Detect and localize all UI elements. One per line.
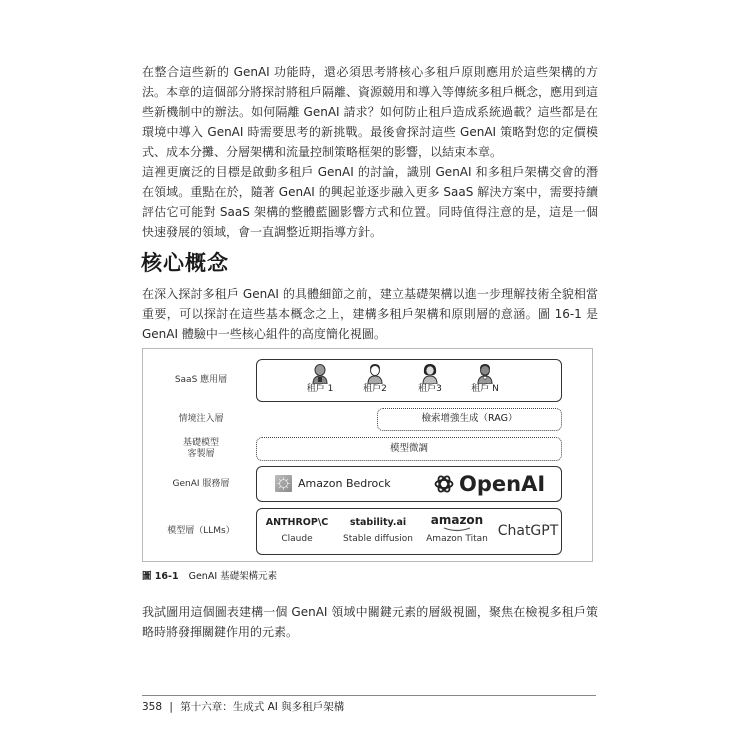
rag-box	[377, 408, 562, 431]
layer-label-saas: SaaS 應用層	[174, 375, 228, 385]
tenant-label: 租戶 1	[306, 384, 334, 394]
tenant-female-curly-icon	[422, 364, 438, 384]
tenant-label: 租戶2	[363, 384, 387, 394]
tenant-female-icon	[312, 364, 328, 384]
caption-text: GenAI 基礎架構元素	[188, 571, 278, 582]
tenant-1	[293, 364, 347, 395]
bedrock-logo-icon	[275, 475, 292, 492]
chatgpt-logo: ChatGPT	[497, 523, 559, 539]
model-chatgpt	[495, 509, 561, 554]
tenant-bearded-male-icon	[477, 364, 493, 384]
paragraph-goal: 這裡更廣泛的目標是啟動多租戶 GenAI 的討論，識別 GenAI 和多租戶架構交會的潛在領域。重點在於，隨著 GenAI 的興起並逐步融入更多 SaaS 解決方案中，需要持續評估它可能對 SaaS 架構的整體藍圖影響方式和位置。同時值得注意的是，這是一個快速發展的領域，會一直調整近期指導方針。	[142, 165, 598, 239]
footer-divider	[142, 695, 596, 696]
footer-separator: |	[169, 701, 173, 713]
section-heading: 核心概念	[141, 251, 229, 275]
paragraph-core-concepts: 在深入探討多租戶 GenAI 的具體細節之前，建立基礎架構以進一步理解技術全貌相當重要，可以探討在這些基本概念之上，建構多租戶架構和原則層的意涵。圖 16-1 是 GenAI 體驗中一些核心組件的高度簡化視圖。	[142, 287, 598, 341]
tenant-2	[348, 364, 402, 395]
openai-logo-icon	[433, 473, 455, 495]
stability-logo: stability.ai	[349, 517, 407, 528]
model-name-stable-diffusion: Stable diffusion	[343, 534, 413, 544]
service-layer-box	[256, 466, 562, 502]
amazon-logo: amazon	[430, 513, 484, 527]
layer-label-model: 模型層（LLMs）	[167, 526, 235, 536]
layer-label-context: 情境注入層	[178, 414, 224, 424]
model-layer-box	[256, 508, 562, 555]
figure-caption	[142, 571, 277, 583]
chapter-title: 第十六章：生成式 AI 與多租戶架構	[180, 701, 345, 713]
page-footer	[142, 700, 344, 714]
page-number: 358	[142, 701, 163, 713]
figure-genai-architecture	[142, 348, 593, 562]
caption-number: 圖 16-1	[142, 571, 179, 582]
layer-label-service: GenAI 服務層	[172, 479, 230, 489]
model-amazon	[421, 509, 493, 554]
amazon-smile-icon	[442, 527, 472, 532]
model-anthropic	[259, 509, 335, 554]
openai-label: OpenAI	[459, 472, 546, 496]
anthropic-logo: ANTHROP\C	[265, 517, 329, 528]
model-name-claude: Claude	[281, 534, 313, 544]
tenant-male-icon	[367, 364, 383, 384]
layer-label-foundation	[149, 438, 253, 460]
tenant-n	[458, 364, 512, 395]
model-stability	[337, 509, 419, 554]
finetune-box	[256, 437, 562, 461]
tenant-label: 租戶 N	[471, 384, 499, 394]
layer-label-foundation-line2: 客製層	[187, 449, 215, 459]
tenant-label: 租戶3	[418, 384, 442, 394]
saas-layer-box	[256, 359, 562, 402]
rag-label: 檢索增強生成（RAG）	[421, 413, 518, 424]
finetune-label: 模型微調	[389, 443, 428, 454]
paragraph-figure-explanation: 我試圖用這個圖表建構一個 GenAI 領域中關鍵元素的層級視圖，聚焦在檢視多租戶策略時將發揮關鍵作用的元素。	[142, 605, 598, 639]
layer-label-foundation-line1: 基礎模型	[182, 438, 219, 448]
model-name-titan: Amazon Titan	[426, 534, 488, 544]
bedrock-label: Amazon Bedrock	[298, 477, 391, 490]
paragraph-intro: 在整合這些新的 GenAI 功能時，還必須思考將核心多租戶原則應用於這些架構的方法。本章的這個部分將探討將租戶隔離、資源競用和導入等傳統多租戶概念，應用到這些新機制中的辦法。如何隔離 GenAI 請求？如何防止租戶造成系統過載？這些都是在環境中導入 GenAI 時需要思考的新挑戰。最後會探討這些 GenAI 策略對您的定價模式、成本分攤、分層架構和流量控制策略框架的影響，以結束本章。	[142, 65, 599, 159]
tenant-3	[403, 364, 457, 395]
